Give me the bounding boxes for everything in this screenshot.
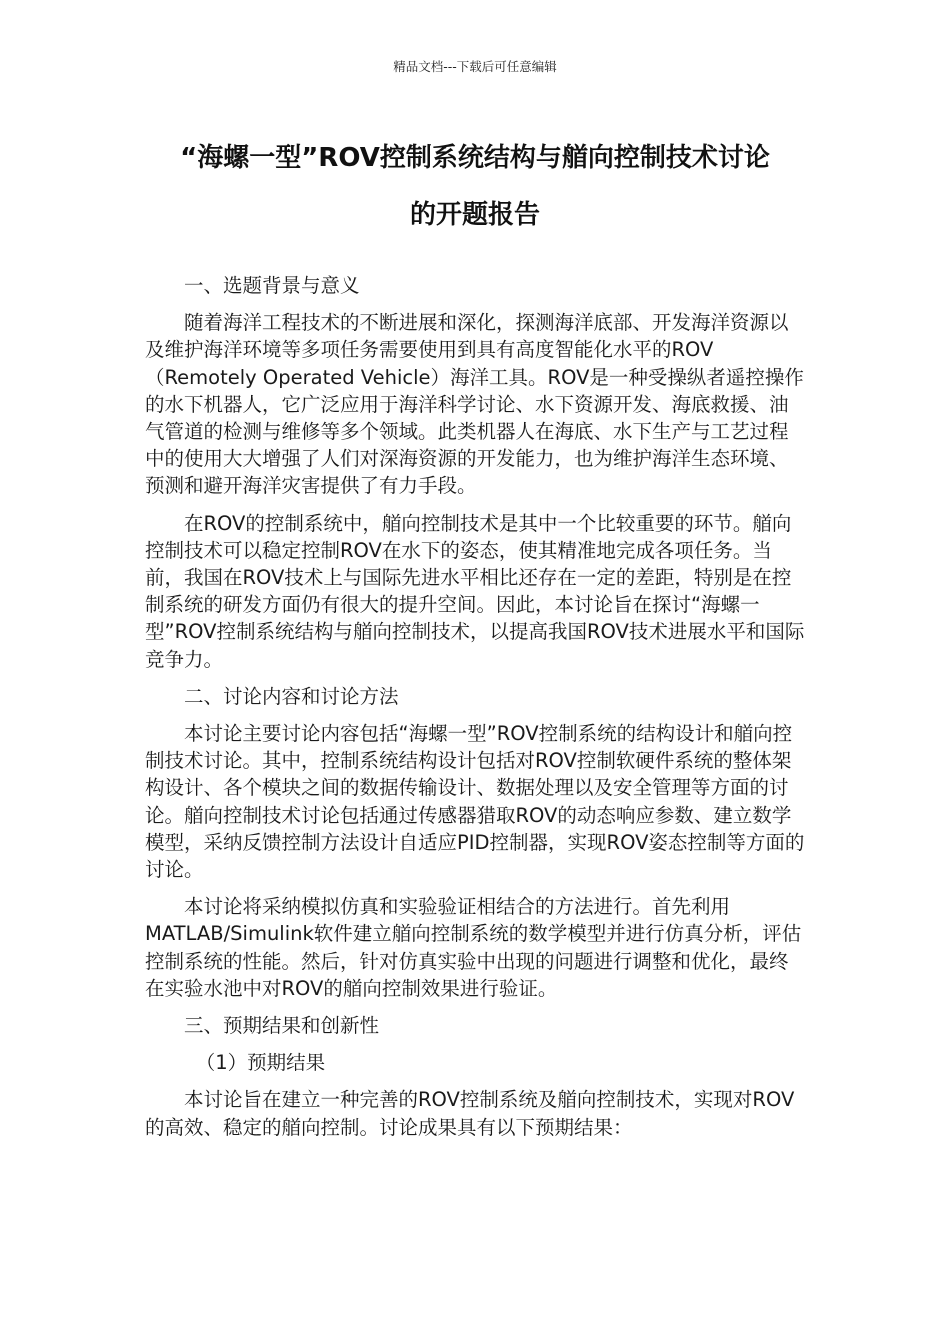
- document-title-line-2: 的开题报告: [409, 200, 540, 230]
- section-1-paragraph-2: 在ROV的控制系统中，艏向控制技术是其中一个比较重要的环节。艏向控制技术可以稳定控制ROV在水下的姿态，使其精准地完成各项任务。当前，我国在ROV技术上与国际先进水平相比还存在一定的差距，特别是在控制系统的研发方面仍有很大的提升空间。因此，本讨论旨在探讨“海螺一型”ROV控制系统结构与艏向控制技术，以提高我国ROV技术进展水平和国际竞争力。: [145, 511, 805, 671]
- section-2-heading: 二、讨论内容和讨论方法: [184, 684, 399, 708]
- section-1-paragraph-1: 随着海洋工程技术的不断进展和深化，探测海洋底部、开发海洋资源以及维护海洋环境等多项任务需要使用到具有高度智能化水平的ROV（Remotely Operated Vehicle）海洋工具。ROV是一种受操纵者遥控操作的水下机器人，它广泛应用于海洋科学讨论、水下资源开发、海底救援、油气管道的检测与维修等多个领域。此类机器人在海底、水下生产与工艺过程中的使用大大增强了人们对深海资源的开发能力，也为维护海洋生态环境、预测和避开海洋灾害提供了有力手段。: [145, 311, 804, 498]
- section-3-heading: 三、预期结果和创新性: [184, 1014, 380, 1038]
- section-2-paragraph-2: 本讨论将采纳模拟仿真和实验验证相结合的方法进行。首先利用MATLAB/Simulink软件建立艏向控制系统的数学模型并进行仿真分析，评估控制系统的性能。然后，针对仿真实验中出现的问题进行调整和优化，最终在实验水池中对ROV的艏向控制效果进行验证。: [145, 895, 802, 1000]
- section-3-paragraph-1: 本讨论旨在建立一种完善的ROV控制系统及艏向控制技术，实现对ROV的高效、稳定的艏向控制。讨论成果具有以下预期结果：: [145, 1088, 795, 1139]
- section-3-subheading-1: （1）预期结果: [195, 1051, 326, 1075]
- document-title-line-1: “海螺一型”ROV控制系统结构与艏向控制技术讨论: [180, 143, 770, 173]
- section-2-paragraph-1: 本讨论主要讨论内容包括“海螺一型”ROV控制系统的结构设计和艏向控制技术讨论。其中，控制系统结构设计包括对ROV控制软硬件系统的整体架构设计、各个模块之间的数据传输设计、数据处理以及安全管理等方面的讨论。艏向控制技术讨论包括通过传感器猎取ROV的动态响应参数、建立数学模型，采纳反馈控制方法设计自适应PID控制器，实现ROV姿态控制等方面的讨论。: [145, 722, 805, 882]
- document-body: [145, 272, 807, 1151]
- section-1-heading: 一、选题背景与意义: [184, 274, 360, 297]
- page-header: 精品文档---下载后可任意编辑: [393, 59, 557, 74]
